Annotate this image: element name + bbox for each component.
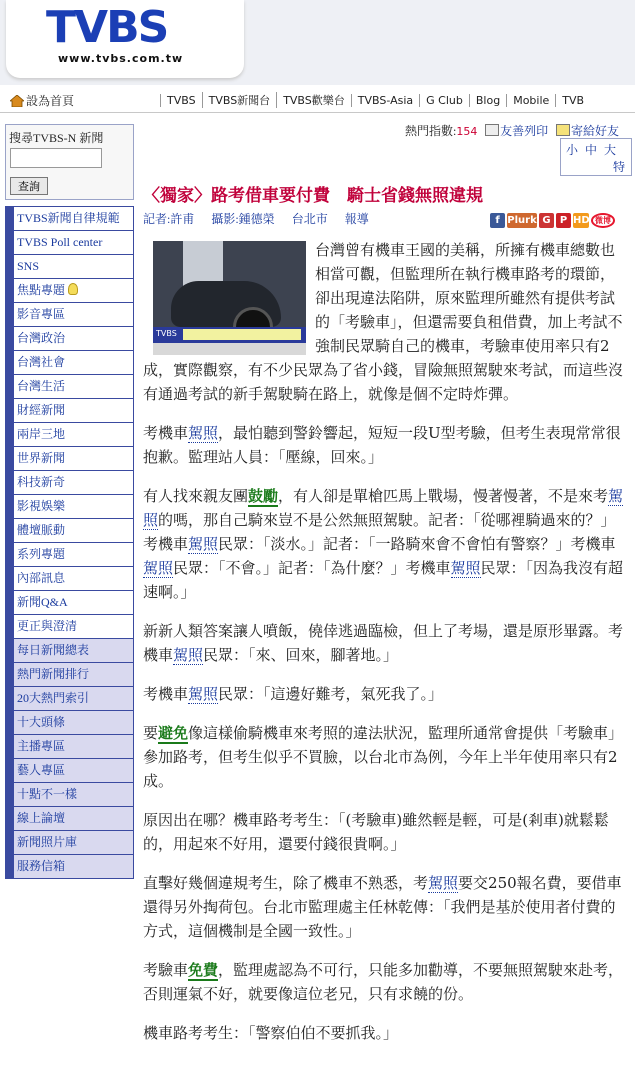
sidebar-item-22[interactable] xyxy=(6,735,133,759)
sidebar-item-4[interactable] xyxy=(6,303,133,327)
nav-link-6[interactable]: Mobile xyxy=(506,94,555,107)
keyword-link[interactable]: 駕照 xyxy=(143,559,174,577)
keyword-link[interactable]: 駕照 xyxy=(450,559,481,577)
plurk-icon[interactable]: Plurk xyxy=(507,215,537,226)
lightbulb-icon xyxy=(68,283,78,295)
sidebar-marker xyxy=(6,423,14,446)
sidebar-item-label: 世界新聞 xyxy=(17,451,66,465)
sidebar-item-19[interactable] xyxy=(6,663,133,687)
font-medium-button[interactable]: 中 xyxy=(585,143,598,157)
search-button[interactable]: 查詢 xyxy=(10,177,48,195)
home-icon xyxy=(10,95,24,107)
keyword-link[interactable]: 駕照 xyxy=(188,685,219,703)
sidebar-item-12[interactable] xyxy=(6,495,133,519)
sidebar-item-3[interactable] xyxy=(6,279,133,303)
pinterest-icon[interactable]: P xyxy=(556,213,571,228)
sidebar-item-14[interactable] xyxy=(6,543,133,567)
sidebar-item-label: 熱門新聞排行 xyxy=(17,667,90,681)
article-paragraph: 考機車駕照，最怕聽到警鈴響起，短短一段U型考驗，但考生表現常常很抱歉。監理站人員：「壓線，回來。」 xyxy=(143,424,621,466)
article-paragraph: 直擊好幾個違規考生，除了機車不熟悉，考駕照要交250報名費，要借車還得另外掏荷包。台北市監理處主任林乾傳：「我們是基於使用者付費的方式，這個機制是全國一致性。」 xyxy=(143,874,622,940)
sidebar-item-label: 每日新聞總表 xyxy=(17,643,90,657)
sidebar-item-label: TVBS Poll center xyxy=(17,235,103,249)
nav-link-2[interactable]: TVBS歡樂台 xyxy=(276,92,351,108)
sidebar-item-27[interactable] xyxy=(6,855,133,878)
font-large-button[interactable]: 大 xyxy=(604,143,617,157)
sidebar-item-label: 主播專區 xyxy=(17,739,66,753)
sidebar-marker xyxy=(6,303,14,326)
sidebar-item-16[interactable] xyxy=(6,591,133,615)
search-label: 搜尋TVBS-N 新聞 xyxy=(9,131,104,145)
keyword-link[interactable]: 駕照 xyxy=(188,535,219,553)
hd-icon[interactable]: HD xyxy=(573,215,590,226)
sidebar-item-label: 影視娛樂 xyxy=(17,499,66,513)
sidebar-item-17[interactable] xyxy=(6,615,133,639)
sidebar-item-6[interactable] xyxy=(6,351,133,375)
sidebar-marker xyxy=(6,447,14,470)
keyword-link[interactable]: 駕照 xyxy=(428,874,459,892)
sidebar-marker xyxy=(6,639,14,662)
sidebar-item-25[interactable] xyxy=(6,807,133,831)
keyword-link[interactable]: 駕照 xyxy=(143,487,624,529)
byline xyxy=(143,210,383,227)
hot-index-count: 154 xyxy=(456,125,478,138)
sidebar-marker xyxy=(6,615,14,638)
sidebar-item-13[interactable] xyxy=(6,519,133,543)
sidebar-item-label: 科技新奇 xyxy=(17,475,66,489)
set-home-label: 設為首頁 xyxy=(26,94,75,108)
sidebar-item-label: 台灣生活 xyxy=(17,379,66,393)
mail-friend-link[interactable] xyxy=(556,124,619,138)
sidebar-marker xyxy=(6,519,14,542)
sidebar-item-label: 內部訊息 xyxy=(17,571,66,585)
sidebar-item-15[interactable] xyxy=(6,567,133,591)
sidebar-item-5[interactable] xyxy=(6,327,133,351)
sidebar-marker xyxy=(6,831,14,854)
nav-link-3[interactable]: TVBS-Asia xyxy=(351,94,419,107)
sidebar-item-label: TVBS新聞自律規範 xyxy=(17,211,120,225)
sidebar-item-label: 十點不一樣 xyxy=(17,787,78,801)
top-nav xyxy=(0,88,635,113)
sidebar-item-18[interactable] xyxy=(6,639,133,663)
sidebar-item-label: 財經新聞 xyxy=(17,403,66,417)
weibo-icon[interactable]: 微博 xyxy=(591,213,615,228)
set-home-link[interactable] xyxy=(10,92,74,109)
sidebar-item-7[interactable] xyxy=(6,375,133,399)
sidebar-marker xyxy=(6,375,14,398)
keyword-link[interactable]: 駕照 xyxy=(188,424,219,442)
keyword-link[interactable]: 免費 xyxy=(188,961,219,979)
font-size-picker xyxy=(560,138,632,176)
article-headline: 〈獨家〉路考借車要付費 騎士省錢無照違規 xyxy=(143,186,483,206)
photo-channel-tag: TVBS xyxy=(156,329,177,338)
printer-icon xyxy=(485,124,499,136)
search-panel xyxy=(5,124,134,200)
sidebar-item-label: 線上論壇 xyxy=(17,811,66,825)
sidebar-item-2[interactable] xyxy=(6,255,133,279)
sidebar-marker xyxy=(6,687,14,710)
sidebar-item-label: 新聞照片庫 xyxy=(17,835,78,849)
article-paragraph: 新新人類答案讓人噴飯，僥倖逃過臨檢，但上了考場，還是原形畢露。考機車駕照民眾：「來、回來，腳著地。」 xyxy=(143,622,624,664)
mail-label: 寄給好友 xyxy=(571,124,620,138)
print-link[interactable] xyxy=(485,124,548,138)
sidebar-marker xyxy=(6,759,14,782)
share-bar xyxy=(488,213,615,231)
sidebar-menu xyxy=(5,206,134,879)
google-icon[interactable]: G xyxy=(539,213,554,228)
nav-link-7[interactable]: TVB xyxy=(555,94,590,107)
sidebar-item-20[interactable] xyxy=(6,687,133,711)
article-paragraph: 考驗車免費，監理處認為不可行，只能多加勸導，不要無照駕駛來赴考，否則運氣不好，就要像這位老兄，只有求饒的份。 xyxy=(143,961,624,1003)
sidebar-item-label: 台灣政治 xyxy=(17,331,66,345)
sidebar-marker xyxy=(6,231,14,254)
print-label: 友善列印 xyxy=(500,124,549,138)
facebook-icon[interactable]: f xyxy=(490,213,505,228)
sidebar-marker xyxy=(6,711,14,734)
article-paragraph: 要避免像這樣偷騎機車來考照的違法狀況，監理所通常會提供「考驗車」參加路考，但考生似乎不買臉，以台北市為例，今年上半年使用率只有2成。 xyxy=(143,724,624,790)
sidebar-item-label: 更正與澄清 xyxy=(17,619,78,633)
nav-link-4[interactable]: G Club xyxy=(419,94,469,107)
sidebar-item-label: 焦點專題 xyxy=(17,279,78,302)
sidebar-item-label: 系列專題 xyxy=(17,547,66,561)
nav-link-1[interactable]: TVBS新聞台 xyxy=(202,92,277,108)
location: 台北市 xyxy=(291,212,328,226)
logo[interactable] xyxy=(6,0,244,78)
keyword-link[interactable]: 駕照 xyxy=(173,646,204,664)
article-paragraph: 有人找來親友團鼓勵，有人卻是單槍匹馬上戰場，慢著慢著，不是來考駕照的嗎，那自己騎來豈不是公然無照駕駛。記者：「從哪裡騎過來的？」考機車駕照民眾：「淡水。」記者：「一路騎來會不會怕有警察？」考機車駕照民眾：「不會。」記者：「為什麼？」考機車駕照民眾：「因為我沒有超速啊。」 xyxy=(143,487,624,601)
article-paragraph: 台灣曾有機車王國的美稱，所擁有機車總數也相當可觀，但監理所在執行機車路考的環節，卻出現違法陷阱，原來監理所雖然有提供考試的「考驗車」，但還需要負租借費，加上考試不強制民眾騎自己的機車，考驗車使用率只有2成，實際觀察，有不少民眾為了省小錢，冒險無照駕駛來考試，而這些沒有通過考試的新手駕駛騎在路上，就像是個不定時炸彈。 xyxy=(143,241,624,403)
sidebar-item-1[interactable] xyxy=(6,231,133,255)
nav-link-5[interactable]: Blog xyxy=(469,94,506,107)
article-body xyxy=(143,238,625,1060)
sidebar-marker xyxy=(6,327,14,350)
sidebar-marker xyxy=(6,663,14,686)
sidebar-item-label: 影音專區 xyxy=(17,307,66,321)
reporter[interactable]: 記者:許甫 xyxy=(143,212,195,226)
sidebar-marker xyxy=(6,207,14,230)
sidebar-marker xyxy=(6,279,14,302)
logo-text: TVBS xyxy=(46,2,168,53)
sidebar-marker xyxy=(6,807,14,830)
nav-link-0[interactable]: TVBS xyxy=(160,94,202,107)
sidebar-item-label: 十大頭條 xyxy=(17,715,66,729)
font-xlarge-button[interactable]: 特 xyxy=(613,160,626,174)
article-paragraph: 考機車駕照民眾：「這邊好難考，氣死我了。」 xyxy=(143,685,444,703)
sidebar-item-0[interactable] xyxy=(6,207,133,231)
sidebar-item-label: 兩岸三地 xyxy=(17,427,66,441)
sidebar-marker xyxy=(6,735,14,758)
sidebar-marker xyxy=(6,855,14,878)
sidebar-item-label: 20大熱門索引 xyxy=(17,691,90,705)
article-tools xyxy=(405,122,619,139)
sidebar-item-24[interactable] xyxy=(6,783,133,807)
article-paragraph: 原因出在哪？機車路考考生：「(考驗車)雖然輕是輕，可是(剎車)就鬆鬆的，用起來不好用，還要付錢很貴啊。」 xyxy=(143,811,609,853)
sidebar-item-label: 台灣社會 xyxy=(17,355,66,369)
sidebar-item-11[interactable] xyxy=(6,471,133,495)
font-small-button[interactable]: 小 xyxy=(566,143,579,157)
keyword-link[interactable]: 避免 xyxy=(158,724,189,742)
sidebar-marker xyxy=(6,399,14,422)
sidebar-marker xyxy=(6,471,14,494)
sidebar-marker xyxy=(6,567,14,590)
sidebar-marker xyxy=(6,495,14,518)
sidebar-item-10[interactable] xyxy=(6,447,133,471)
sidebar-item-label: 新聞Q&A xyxy=(17,595,68,609)
sidebar-marker xyxy=(6,255,14,278)
sidebar-item-23[interactable] xyxy=(6,759,133,783)
sidebar-marker xyxy=(6,591,14,614)
sidebar-item-9[interactable] xyxy=(6,423,133,447)
header-bar xyxy=(0,0,635,85)
sidebar-item-label: 體壇脈動 xyxy=(17,523,66,537)
article-paragraph: 機車路考考生：「警察伯伯不要抓我。」 xyxy=(143,1024,399,1042)
sidebar-item-label: 藝人專區 xyxy=(17,763,66,777)
sidebar-item-label: SNS xyxy=(17,259,40,273)
mail-icon xyxy=(556,124,570,136)
sidebar-item-21[interactable] xyxy=(6,711,133,735)
camera[interactable]: 攝影:鍾德榮 xyxy=(211,212,275,226)
sidebar-item-8[interactable] xyxy=(6,399,133,423)
sidebar-marker xyxy=(6,783,14,806)
report-label: 報導 xyxy=(344,212,369,226)
logo-url: www.tvbs.com.tw xyxy=(58,52,184,65)
sidebar-marker xyxy=(6,543,14,566)
hot-index-label: 熱門指數: xyxy=(405,124,457,138)
search-input[interactable] xyxy=(10,148,102,168)
keyword-link[interactable]: 鼓勵 xyxy=(248,487,279,505)
sidebar-item-26[interactable] xyxy=(6,831,133,855)
sidebar-marker xyxy=(6,351,14,374)
nav-links xyxy=(160,92,590,108)
sidebar-item-label: 服務信箱 xyxy=(17,859,66,873)
